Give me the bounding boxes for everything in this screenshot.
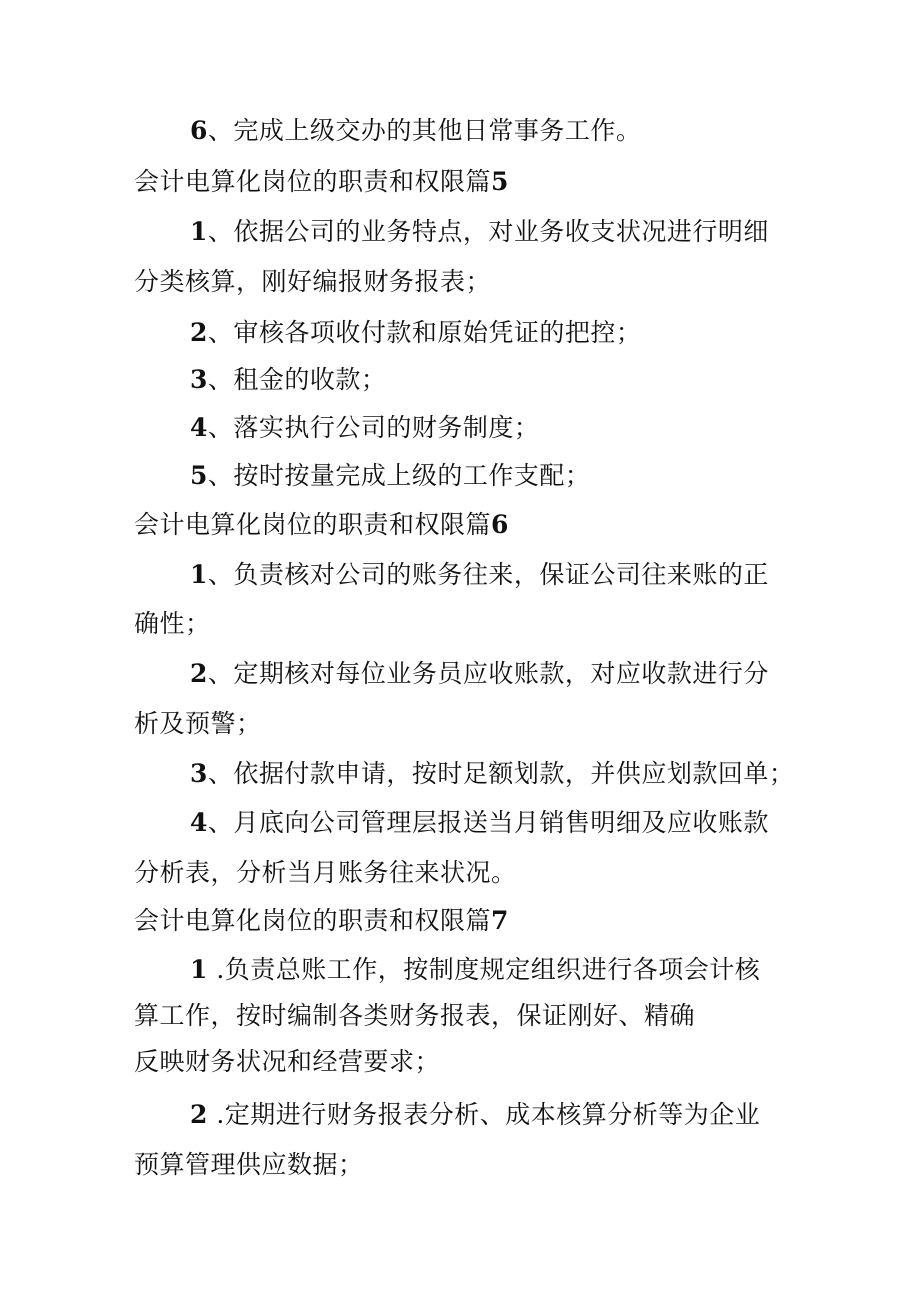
item-number: 2 (190, 318, 208, 347)
continuation-line (134, 1150, 364, 1180)
item-text: 、月底向公司管理层报送当月销售明细及应收账款 (207, 808, 769, 837)
item-number: 2 (190, 1100, 208, 1129)
section-heading (134, 906, 509, 936)
list-item (190, 659, 769, 689)
item-text: 、租金的收款； (207, 365, 387, 394)
item-text: .定期进行财务报表分析、成本核算分析等为企业 (207, 1100, 761, 1129)
item-number: 1 (190, 955, 208, 984)
line-text: 析及预警； (134, 709, 262, 738)
item-number: 1 (190, 217, 208, 246)
line-text: 分析表，分析当月账务往来状况。 (134, 858, 517, 887)
list-item (190, 116, 641, 146)
list-item (190, 413, 539, 443)
item-number: 2 (190, 659, 208, 688)
continuation-line (134, 267, 491, 297)
list-item (190, 759, 794, 789)
line-text: 确性； (134, 609, 211, 638)
item-text: 、审核各项收付款和原始凭证的把控； (207, 318, 642, 347)
line-text: 反映财务状况和经营要求； (134, 1047, 441, 1076)
list-item (190, 461, 590, 491)
item-number: 4 (190, 808, 208, 837)
line-text: 算工作，按时编制各类财务报表，保证刚好、精确 (134, 1001, 696, 1030)
item-text: 、定期核对每位业务员应收账款，对应收款进行分 (207, 659, 769, 688)
continuation-line (134, 1047, 440, 1077)
heading-text: 会计电算化岗位的职责和权限篇 (134, 167, 492, 196)
heading-number: 5 (491, 167, 509, 196)
continuation-line (134, 1001, 695, 1031)
item-text: 、依据公司的业务特点，对业务收支状况进行明细 (207, 217, 769, 246)
line-text: 预算管理供应数据； (134, 1150, 364, 1179)
item-number: 6 (190, 116, 208, 145)
list-item (190, 560, 769, 590)
list-item (190, 217, 769, 247)
item-number: 3 (190, 759, 208, 788)
item-text: 、按时按量完成上级的工作支配； (207, 461, 591, 490)
line-text: 分类核算，刚好编报财务报表； (134, 267, 492, 296)
continuation-line (134, 858, 517, 888)
list-item (190, 808, 769, 838)
item-number: 3 (190, 365, 208, 394)
heading-number: 7 (491, 906, 509, 935)
item-text: 、完成上级交办的其他日常事务工作。 (207, 116, 642, 145)
section-heading (134, 510, 509, 540)
item-number: 1 (190, 560, 208, 589)
heading-text: 会计电算化岗位的职责和权限篇 (134, 906, 492, 935)
list-item (190, 365, 386, 395)
heading-text: 会计电算化岗位的职责和权限篇 (134, 510, 492, 539)
continuation-line (134, 609, 211, 639)
item-text: .负责总账工作，按制度规定组织进行各项会计核 (207, 955, 761, 984)
item-number: 4 (190, 413, 208, 442)
section-heading (134, 167, 509, 197)
item-text: 、负责核对公司的账务往来，保证公司往来账的正 (207, 560, 769, 589)
list-item (190, 1100, 760, 1130)
list-item (190, 318, 641, 348)
item-number: 5 (190, 461, 208, 490)
item-text: 、依据付款申请，按时足额划款，并供应划款回单； (207, 759, 795, 788)
list-item (190, 955, 760, 985)
heading-number: 6 (491, 510, 509, 539)
continuation-line (134, 709, 262, 739)
item-text: 、落实执行公司的财务制度； (207, 413, 540, 442)
